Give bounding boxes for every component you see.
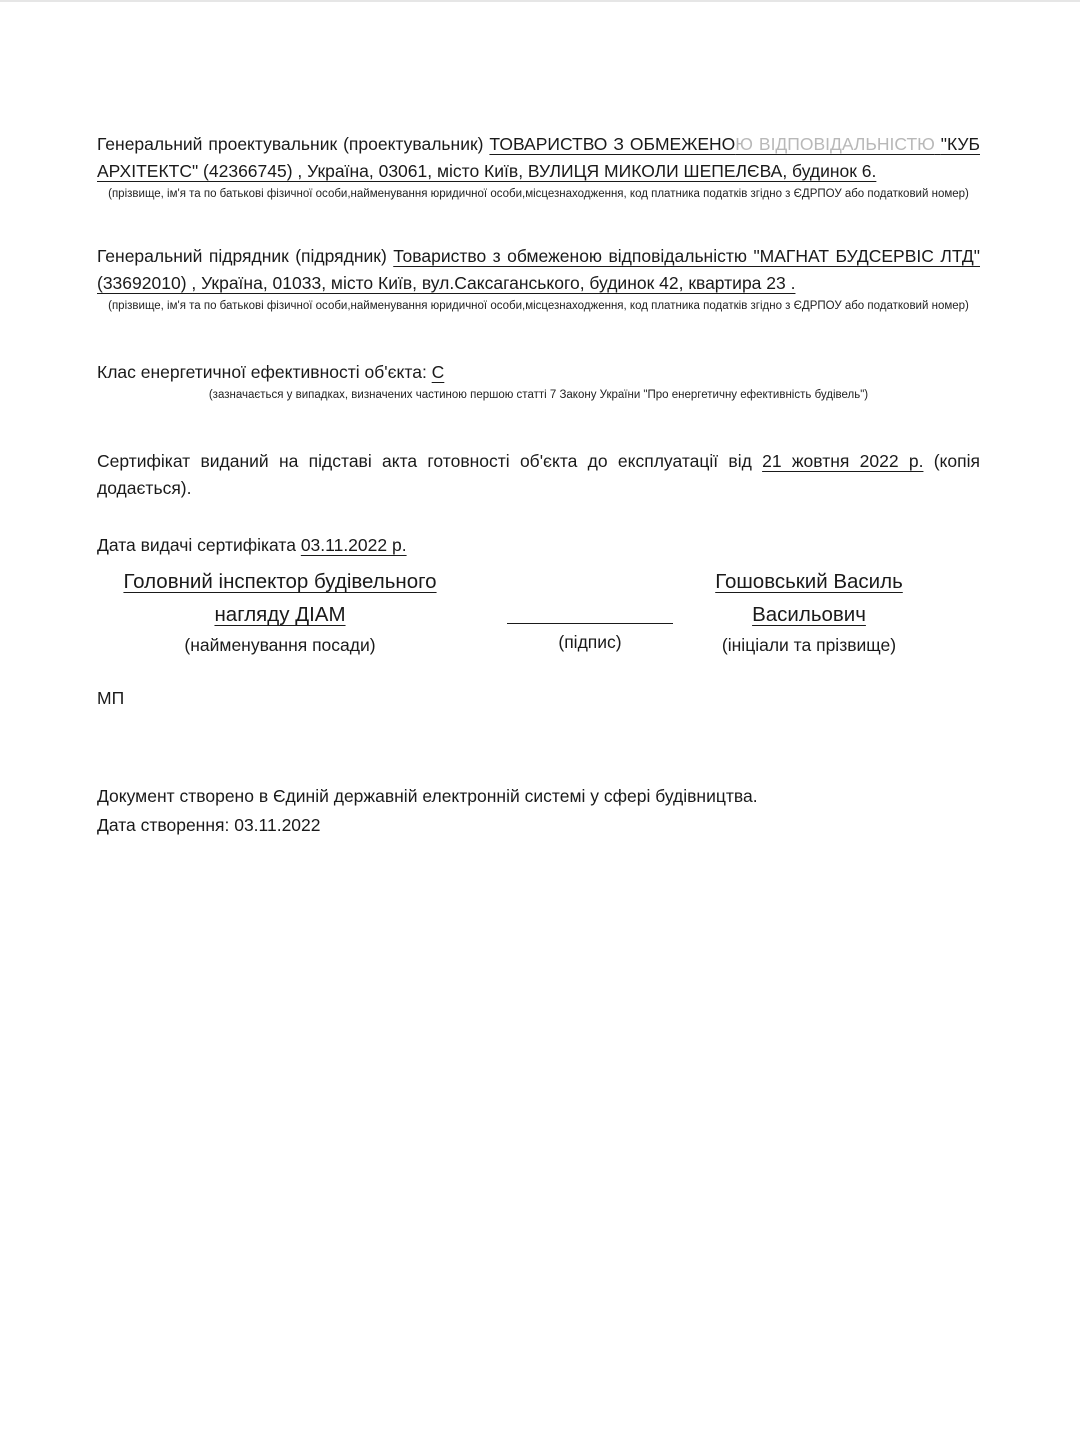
certificate-basis-suffix: (копія додається). xyxy=(97,451,980,498)
stamp-label: МП xyxy=(97,688,125,708)
issue-date-label: Дата видачі сертифіката xyxy=(97,535,301,555)
designer-value-visible: ТОВАРИСТВО З ОБМЕЖЕНО xyxy=(489,134,736,154)
document-footer xyxy=(97,782,980,840)
energy-class-block xyxy=(97,359,980,404)
page-top-edge xyxy=(0,0,1080,2)
designer-label: Генеральний проектувальник (проектувальник) xyxy=(97,134,490,154)
signature-field xyxy=(507,565,673,654)
official-position-caption: (найменування посади) xyxy=(184,635,376,655)
creation-date-value: 03.11.2022 xyxy=(234,815,321,835)
energy-class-paragraph xyxy=(97,359,980,386)
official-position xyxy=(97,565,463,657)
official-position-line-1: Головний інспектор будівельного xyxy=(123,570,437,593)
issue-date-block xyxy=(97,532,980,559)
official-name-line-1: Гошовський Василь xyxy=(715,570,903,593)
energy-class-label: Клас енергетичної ефективності об'єкта: xyxy=(97,362,432,382)
issue-date-paragraph xyxy=(97,532,980,559)
creation-date-label: Дата створення: xyxy=(97,815,235,835)
system-note: Документ створено в Єдиній державній електронній системі у сфері будівництва. xyxy=(97,786,758,806)
designer-value-faded: Ю ВІДПОВІДАЛЬНІСТЮ xyxy=(735,134,935,154)
energy-class-value: С xyxy=(431,362,445,382)
official-name-caption: (ініціали та прізвище) xyxy=(721,635,897,655)
act-date: 21 жовтня 2022 р. xyxy=(762,451,924,471)
designer-paragraph xyxy=(97,131,980,185)
certificate-basis-prefix: Сертифікат виданий на підставі акта готовності об'єкта до експлуатації від xyxy=(97,451,763,471)
certificate-page xyxy=(97,131,980,840)
designer-value-rest: "КУБ АРХІТЕКТС" (42366745) , Україна, 03061, місто Київ, ВУЛИЦЯ МИКОЛИ ШЕПЕЛЄВА, будинок 6. xyxy=(97,134,980,181)
contractor-value: Товариство з обмеженою відповідальністю "МАГНАТ БУДСЕРВІС ЛТД" (33692010) , Україна, 01033, місто Київ, вул.Саксаганського, будинок 42, квартира 23 . xyxy=(97,246,980,293)
designer-hint: (прізвище, ім'я та по батькові фізичної особи,найменування юридичної особи,місцезнаходження, код платника податків згідно з ЄДРПОУ або податковий номер) xyxy=(108,188,969,200)
contractor-paragraph xyxy=(97,243,980,297)
official-position-line-2: нагляду ДІАМ xyxy=(214,603,346,626)
contractor-block xyxy=(97,243,980,315)
issue-date-value: 03.11.2022 р. xyxy=(300,535,407,555)
certificate-basis-paragraph xyxy=(97,448,980,502)
official-name-line-2: Васильович xyxy=(752,603,866,626)
official-name xyxy=(687,565,931,657)
designer-block xyxy=(97,131,980,203)
signature-row xyxy=(97,565,980,685)
signature-line xyxy=(507,623,673,624)
certificate-basis-block xyxy=(97,448,980,502)
creation-date-line xyxy=(97,811,980,840)
energy-class-hint: (зазначається у випадках, визначених частиною першою статті 7 Закону України "Про енергетичну ефективність будівель") xyxy=(208,389,869,401)
contractor-label: Генеральний підрядник (підрядник) xyxy=(97,246,394,266)
contractor-hint: (прізвище, ім'я та по батькові фізичної особи,найменування юридичної особи,місцезнаходження, код платника податків згідно з ЄДРПОУ або податковий номер) xyxy=(108,300,969,312)
signature-caption: (підпис) xyxy=(558,632,622,652)
